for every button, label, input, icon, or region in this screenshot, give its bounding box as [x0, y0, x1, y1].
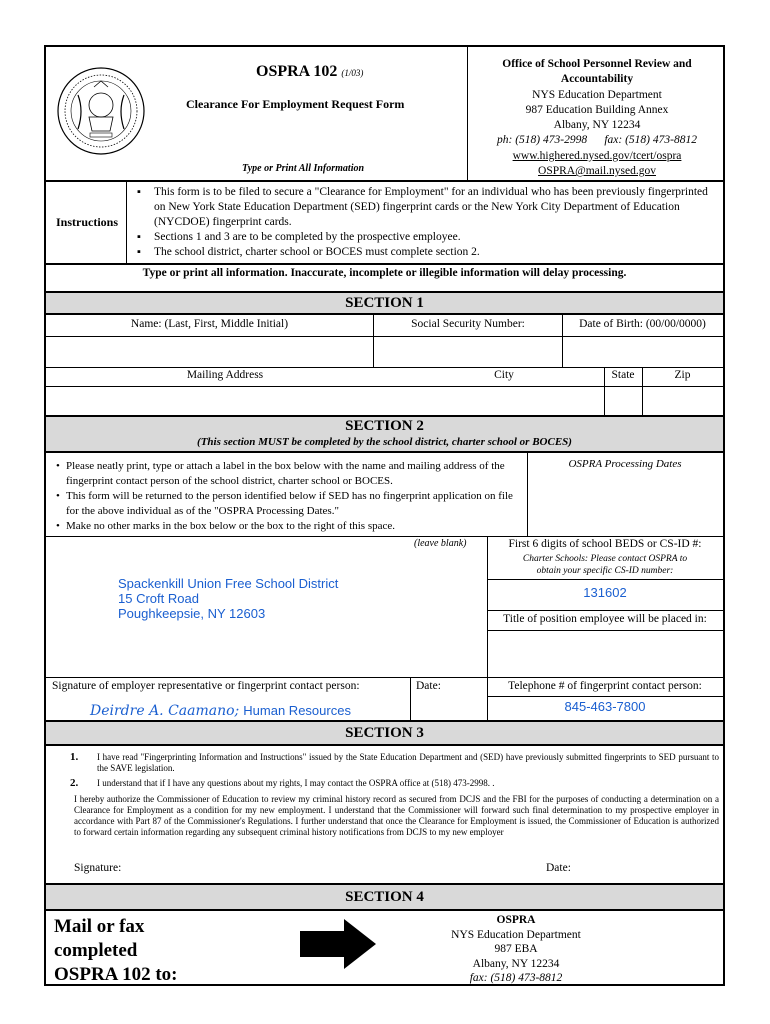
district-name: Spackenkill Union Free School District [118, 576, 339, 591]
mail-dept: NYS Education Department [451, 928, 581, 941]
authorization-paragraph: I hereby authorize the Commissioner of Education to review my criminal history record as secured from DCJS and the FBI for the purposes of conducting a determination on a Clearance for Employment as a condition for my new employment. I understand that the Commissioner will forward such final determination to my prospective employer in accordance with Part 87 of the Commissioner's Regulations. I further understand that once the Clearance for Employment is issued, the Commissioner of Education is authorized to forward certain information regarding any subsequent criminal history notifications from DCJS to my new employer [74, 794, 719, 837]
dob-label: Date of Birth: (00/00/0000) [579, 318, 706, 330]
form-page [44, 45, 725, 986]
section2-bullet: • This form will be returned to the person identified below if SED has no fingerprint application on file for the above individual as of the "OSPRA Processing Dates." [54, 489, 524, 519]
section1-header: SECTION 1 [46, 291, 723, 315]
section3-date-label: Date: [546, 862, 571, 874]
employer-signature-label: Signature of employer representative or fingerprint contact person: [52, 680, 360, 692]
processing-dates-label: OSPRA Processing Dates [568, 458, 682, 470]
office-name-1: Office of School Personnel Review and [502, 58, 692, 70]
item1-text: I have read "Fingerprinting Information and Instructions" issued by the State Education Department and (SED) have previously submitted fingerprints to SED pursuant to the SAVE legislation. [97, 752, 719, 773]
city-field[interactable] [404, 387, 604, 415]
mail-city: Albany, NY 12234 [472, 957, 560, 970]
instructions-label: Instructions [56, 215, 119, 229]
form-id-line [256, 63, 363, 81]
item1-number: 1. [70, 751, 79, 763]
form-date: (1/03) [341, 68, 364, 78]
office-address-2: Albany, NY 12234 [553, 119, 641, 132]
beds-note-2: obtain your specific CS-ID number: [536, 566, 674, 576]
beds-note [487, 553, 723, 577]
section2-bullet: • Please neatly print, type or attach a label in the box below with the name and mailing address of the fingerprint contact person of the school district, charter school or BOCES. [54, 459, 524, 489]
beds-label: First 6 digits of school BEDS or CS-ID #: [508, 538, 702, 550]
employee-signature-label: Signature: [74, 862, 122, 874]
contact-address-box [118, 576, 338, 621]
employer-signature: Deirdre A. Caamano; [90, 703, 240, 719]
state-field[interactable] [604, 387, 642, 415]
ssn-label: Social Security Number: [411, 318, 525, 330]
mail-instruction [54, 915, 178, 987]
position-field[interactable] [487, 631, 723, 677]
ssn-field[interactable] [374, 337, 562, 367]
mail-fax: fax: (518) 473-8812 [469, 972, 563, 984]
employee-signature-field[interactable] [146, 859, 526, 879]
zip-field[interactable] [642, 387, 723, 415]
right-arrow-icon [300, 919, 376, 974]
telephone-field[interactable]: 845-463-7800 [564, 699, 646, 714]
district-street: 15 Croft Road [118, 591, 199, 606]
signature-department: Human Resources [243, 703, 351, 718]
form-title: Clearance For Employment Request Form [186, 97, 405, 111]
section2-date-label: Date: [416, 680, 441, 692]
office-name-2: Accountability [560, 73, 634, 86]
address-label: Mailing Address [186, 369, 264, 381]
section3-item-1 [70, 751, 719, 774]
office-phone: ph: (518) 473-2998 [497, 134, 588, 147]
state-label: State [611, 369, 635, 381]
office-address-1: 987 Education Building Annex [525, 103, 669, 116]
beds-field[interactable]: 131602 [583, 585, 627, 600]
section2-bullet: • Make no other marks in the box below or the box to the right of this space. [54, 519, 524, 534]
address-field[interactable] [46, 387, 404, 415]
office-dept: NYS Education Department [532, 88, 662, 101]
instruction-item: ▪ Sections 1 and 3 are to be completed by the prospective employee. [130, 230, 720, 245]
name-label: Name: (Last, First, Middle Initial) [130, 318, 289, 330]
office-block [470, 57, 724, 179]
nys-seal-icon [56, 65, 146, 157]
section2-header [46, 415, 723, 453]
item2-number: 2. [70, 777, 79, 789]
section4-header: SECTION 4 [46, 883, 723, 911]
mail-line-3: OSPRA 102 to: [54, 964, 178, 985]
name-field[interactable] [46, 337, 373, 367]
position-label: Title of position employee will be placed in: [503, 613, 707, 625]
section2-bullets [54, 459, 524, 534]
mail-line-1: Mail or fax [54, 916, 145, 937]
beds-note-1: Charter Schools: Please contact OSPRA to [522, 554, 688, 564]
instruction-item: ▪ This form is to be filed to secure a "Clearance for Employment" for an individual who has been previously fingerprinted on New York State Education Department (SED) fingerprint cards or the New York City Department of Education (NYCDOE) fingerprint cards. [130, 185, 720, 230]
office-email-link[interactable]: OSPRA@mail.nysed.gov [538, 165, 656, 178]
city-label: City [494, 369, 514, 381]
instructions-list [130, 185, 720, 260]
section2-date-field[interactable] [411, 697, 487, 719]
office-fax: fax: (518) 473-8812 [604, 134, 697, 147]
section2-subtitle: (This section MUST be completed by the school district, charter school or BOCES) [197, 436, 572, 448]
mail-line-2: completed [54, 940, 138, 961]
section3-item-2 [70, 777, 719, 789]
office-phone-fax [470, 133, 724, 148]
employer-signature-field[interactable] [90, 702, 351, 720]
district-city: Poughkeepsie, NY 12603 [118, 606, 266, 621]
ospra-mailing-address [416, 913, 616, 986]
telephone-label: Telephone # of fingerprint contact person: [508, 680, 702, 692]
zip-label: Zip [674, 369, 691, 381]
mail-eba: 987 EBA [494, 943, 538, 955]
office-website-link[interactable]: www.highered.nysed.gov/tcert/ospra [512, 149, 682, 162]
type-note: Type or Print All Information [242, 163, 365, 174]
form-id: OSPRA 102 [256, 63, 338, 80]
section2-title: SECTION 2 [345, 418, 424, 434]
dob-field[interactable] [562, 337, 723, 367]
section3-header: SECTION 3 [46, 720, 723, 746]
section3-date-field[interactable] [582, 859, 722, 879]
leave-blank-note: (leave blank) [414, 538, 467, 549]
mail-ospra: OSPRA [496, 914, 536, 926]
warning-text: Type or print all information. Inaccurate, incomplete or illegible information will delay processing. [142, 267, 627, 279]
item2-text: I understand that if I have any questions about my rights, I may contact the OSPRA office at (518) 473-2998. . [97, 778, 495, 788]
instruction-item: ▪ The school district, charter school or BOCES must complete section 2. [130, 245, 720, 260]
